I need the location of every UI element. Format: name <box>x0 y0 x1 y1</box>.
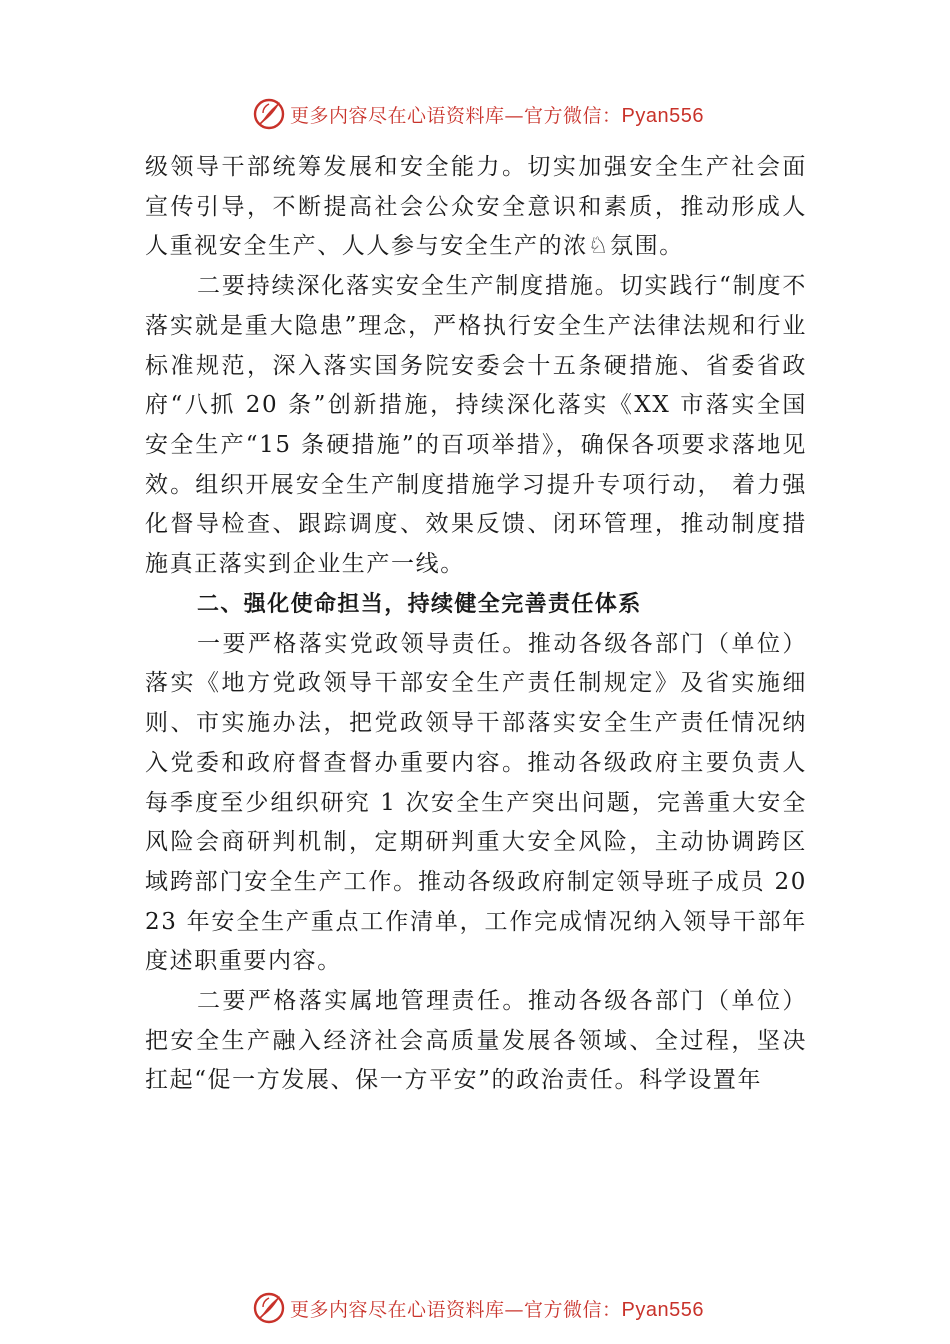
section-heading-2: 二、强化使命担当，持续健全完善责任体系 <box>197 591 642 617</box>
quill-logo-icon <box>252 97 286 131</box>
paragraph-4: 二要严格落实属地管理责任。推动各级各部门（单位）把安全生产融入经济社会高质量发展各领域、全过程，坚决扛起“促一方发展、保一方平安”的政治责任。科学设置年 <box>145 988 807 1094</box>
header-banner-text: 更多内容尽在心语资料库—官方微信：Pyan556 <box>290 104 704 127</box>
paragraph-3: 一要严格落实党政领导责任。推动各级各部门（单位）落实《地方党政领导干部安全生产责任制规定》及省实施细则、市实施办法，把党政领导干部落实安全生产责任情况纳入党委和政府督查督办重要内容。推动各级政府主要负责人每季度至少组织研究 1 次安全生产突出问题，完善重大安全风险会商研判机制，定期研判重大安全风险，主动协调跨区域跨部门安全生产工作。推动各级政府制定领导班子成员 2023 年安全生产重点工作清单，工作完成情况纳入领导干部年度述职重要内容。 <box>145 630 807 975</box>
footer-banner-text: 更多内容尽在心语资料库—官方微信：Pyan556 <box>290 1298 704 1321</box>
document-body <box>145 148 807 1101</box>
footer-banner <box>0 1288 950 1328</box>
paragraph-2: 二要持续深化落实安全生产制度措施。切实践行“制度不落实就是重大隐患”理念，严格执行安全生产法律法规和行业标准规范，深入落实国务院安委会十五条硬措施、省委省政府“八抓 20 条”创新措施，持续深化落实《XX 市落实全国安全生产“15 条硬措施”的百项举措》，确保各项要求落地见效。组织开展安全生产制度措施学习提升专项行动， 着力强化督导检查、跟踪调度、效果反馈、闭环管理，推动制度措施真正落实到企业生产一线。 <box>145 273 807 578</box>
header-banner <box>0 94 950 134</box>
quill-logo-icon <box>252 1291 286 1325</box>
paragraph-1: 级领导干部统筹发展和安全能力。切实加强安全生产社会面宣传引导，不断提高社会公众安全意识和素质，推动形成人人重视安全生产、人人参与安全生产的浓♘氛围。 <box>145 154 807 260</box>
